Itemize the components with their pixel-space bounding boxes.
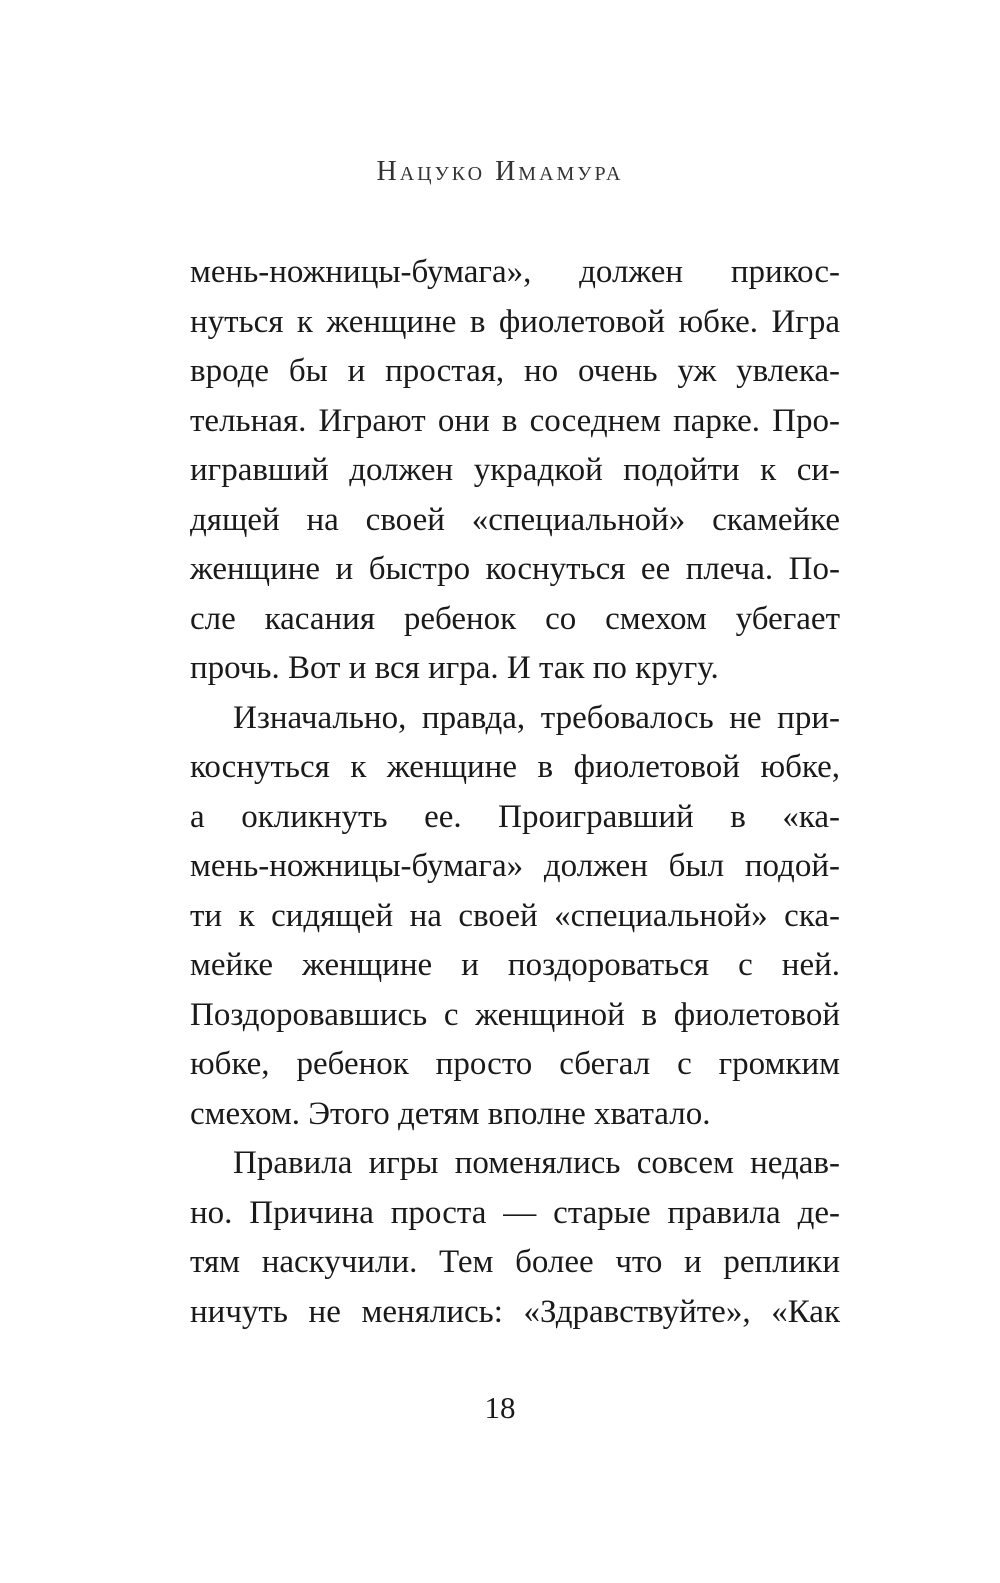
page-number: 18: [484, 1390, 516, 1425]
text-line: смехом. Этого детям вполне хватало.: [190, 1095, 711, 1132]
text-line: вроде бы и простая, но очень уж увлека-: [190, 353, 840, 389]
text-line: женщине и быстро коснуться ее плеча. По-: [190, 551, 840, 587]
body-text: [190, 248, 840, 1337]
text-line: Правила игры поменялись совсем недав-: [233, 1145, 840, 1181]
text-line: мейке женщине и поздороваться с ней.: [190, 947, 840, 983]
text-line: коснуться к женщине в фиолетовой юбке,: [190, 749, 840, 785]
text-line: ничуть не менялись: «Здравствуйте», «Как: [190, 1293, 840, 1330]
text-line: тям наскучили. Тем более что и реплики: [190, 1244, 840, 1280]
text-line: тельная. Играют они в соседнем парке. Про-: [190, 402, 840, 439]
text-line: сле касания ребенок со смехом убегает: [190, 600, 840, 637]
text-line: мень-ножницы-бумага», должен прикос-: [190, 254, 840, 290]
paragraph-1: [190, 248, 840, 694]
text-line: но. Причина проста — старые правила де-: [190, 1194, 840, 1231]
paragraph-3: [190, 1139, 840, 1337]
text-line: а окликнуть ее. Проигравший в «ка-: [190, 798, 840, 835]
text-line: игравший должен украдкой подойти к си-: [190, 452, 840, 488]
text-line: Изначально, правда, требовалось не при-: [233, 699, 840, 736]
text-line: прочь. Вот и вся игра. И так по кругу.: [190, 650, 719, 686]
text-line: ти к сидящей на своей «специальной» ска-: [190, 897, 840, 934]
paragraph-2: [190, 694, 840, 1140]
text-line: Поздоровавшись с женщиной в фиолетовой: [190, 996, 840, 1033]
text-line: мень-ножницы-бумага» должен был подой-: [190, 848, 840, 884]
text-line: дящей на своей «специальной» скамейке: [190, 501, 840, 538]
text-line: юбке, ребенок просто сбегал с громким: [190, 1046, 840, 1082]
text-line: нуться к женщине в фиолетовой юбке. Игра: [190, 303, 840, 340]
running-head-title: Нацуко Имамура: [376, 156, 624, 187]
